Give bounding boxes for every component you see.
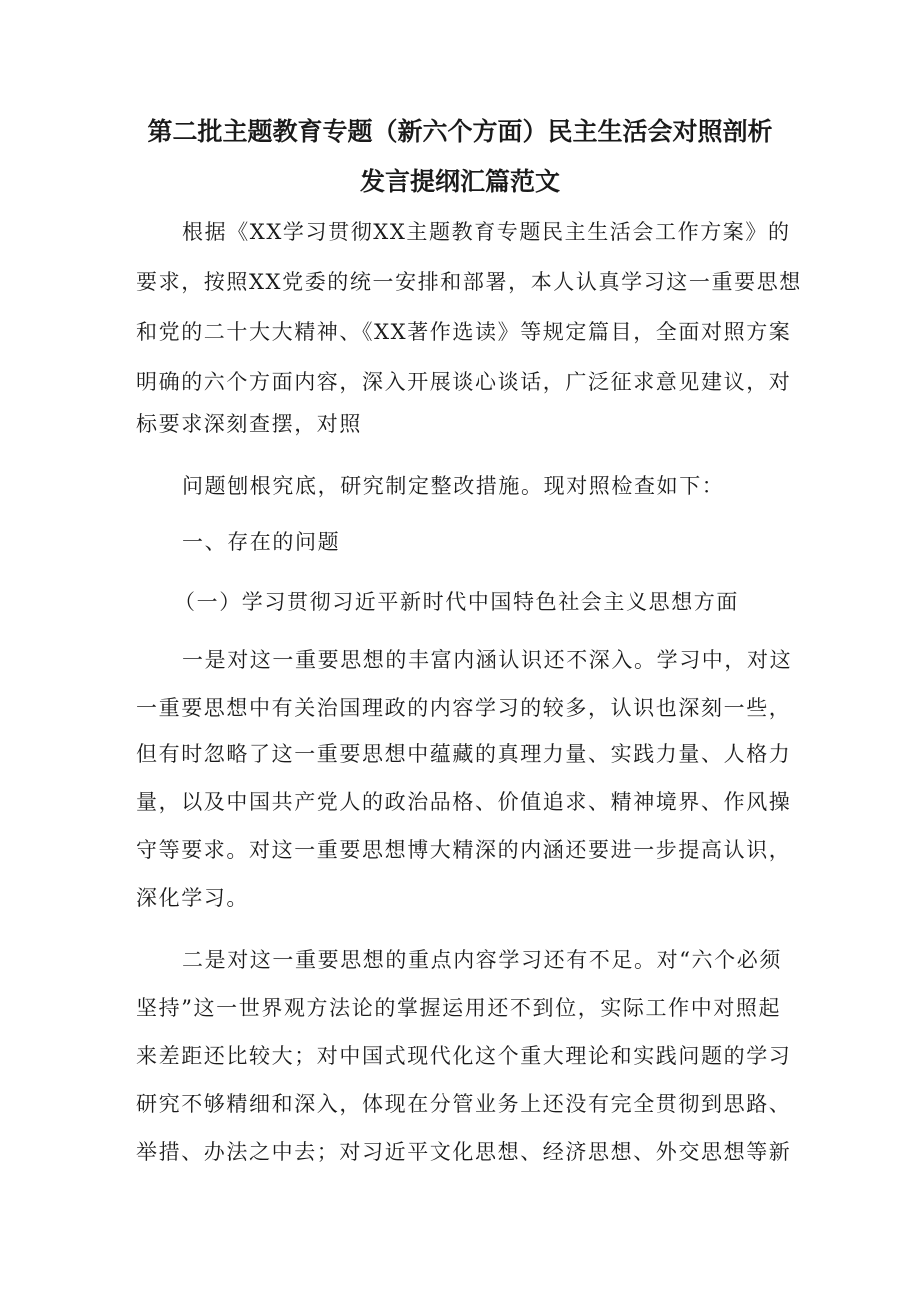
section-heading: 一、存在的问题 [182,530,341,554]
subsection-heading: （一）学习贯彻习近平新时代中国特色社会主义思想方面 [174,590,739,614]
point1-line-6: 深化学习。 [136,886,249,910]
point1-line-5: 守等要求。对这一重要思想博大精深的内涵还要进一步提高认识， [136,838,792,862]
document-title-line-1: 第二批主题教育专题（新六个方面）民主生活会对照剖析 [147,117,773,146]
point2-line-3: 来差距还比较大；对中国式现代化这个重大理论和实践问题的学习 [136,1044,792,1068]
point1-line-3: 但有时忽略了这一重要思想中蕴藏的真理力量、实践力量、人格力 [136,742,792,766]
intro-line-3: 和党的二十大大精神、《XX著作选读》等规定篇目，全面对照方案 [136,320,792,344]
point2-line-1: 二是对这一重要思想的重点内容学习还有不足。对“六个必须 [182,948,782,972]
point2-line-4: 研究不够精细和深入，体现在分管业务上还没有完全贯彻到思路、 [136,1092,792,1116]
point2-line-5: 举措、办法之中去；对习近平文化思想、经济思想、外交思想等新 [136,1140,792,1164]
point1-line-2: 一重要思想中有关治国理政的内容学习的较多，认识也深刻一些， [136,696,792,720]
intro-line-5: 标要求深刻查摆，对照 [136,412,362,436]
intro-line-2: 要求，按照XX党委的统一安排和部署，本人认真学习这一重要思想 [136,270,802,294]
document-title-line-2: 发言提纲汇篇范文 [359,167,560,196]
point2-line-2: 坚持”这一世界观方法论的掌握运用还不到位，实际工作中对照起 [136,996,782,1020]
point1-line-4: 量，以及中国共产党人的政治品格、价值追求、精神境界、作风操 [136,790,792,814]
intro-line-4: 明确的六个方面内容，深入开展谈心谈话，广泛征求意见建议，对 [136,370,792,394]
point1-line-1: 一是对这一重要思想的丰富内涵认识还不深入。学习中，对这 [182,648,793,672]
intro-line-1: 根据《XX学习贯彻XX主题教育专题民主生活会工作方案》的 [182,220,791,244]
intro-continuation: 问题刨根究底，研究制定整改措施。现对照检查如下： [182,474,725,498]
